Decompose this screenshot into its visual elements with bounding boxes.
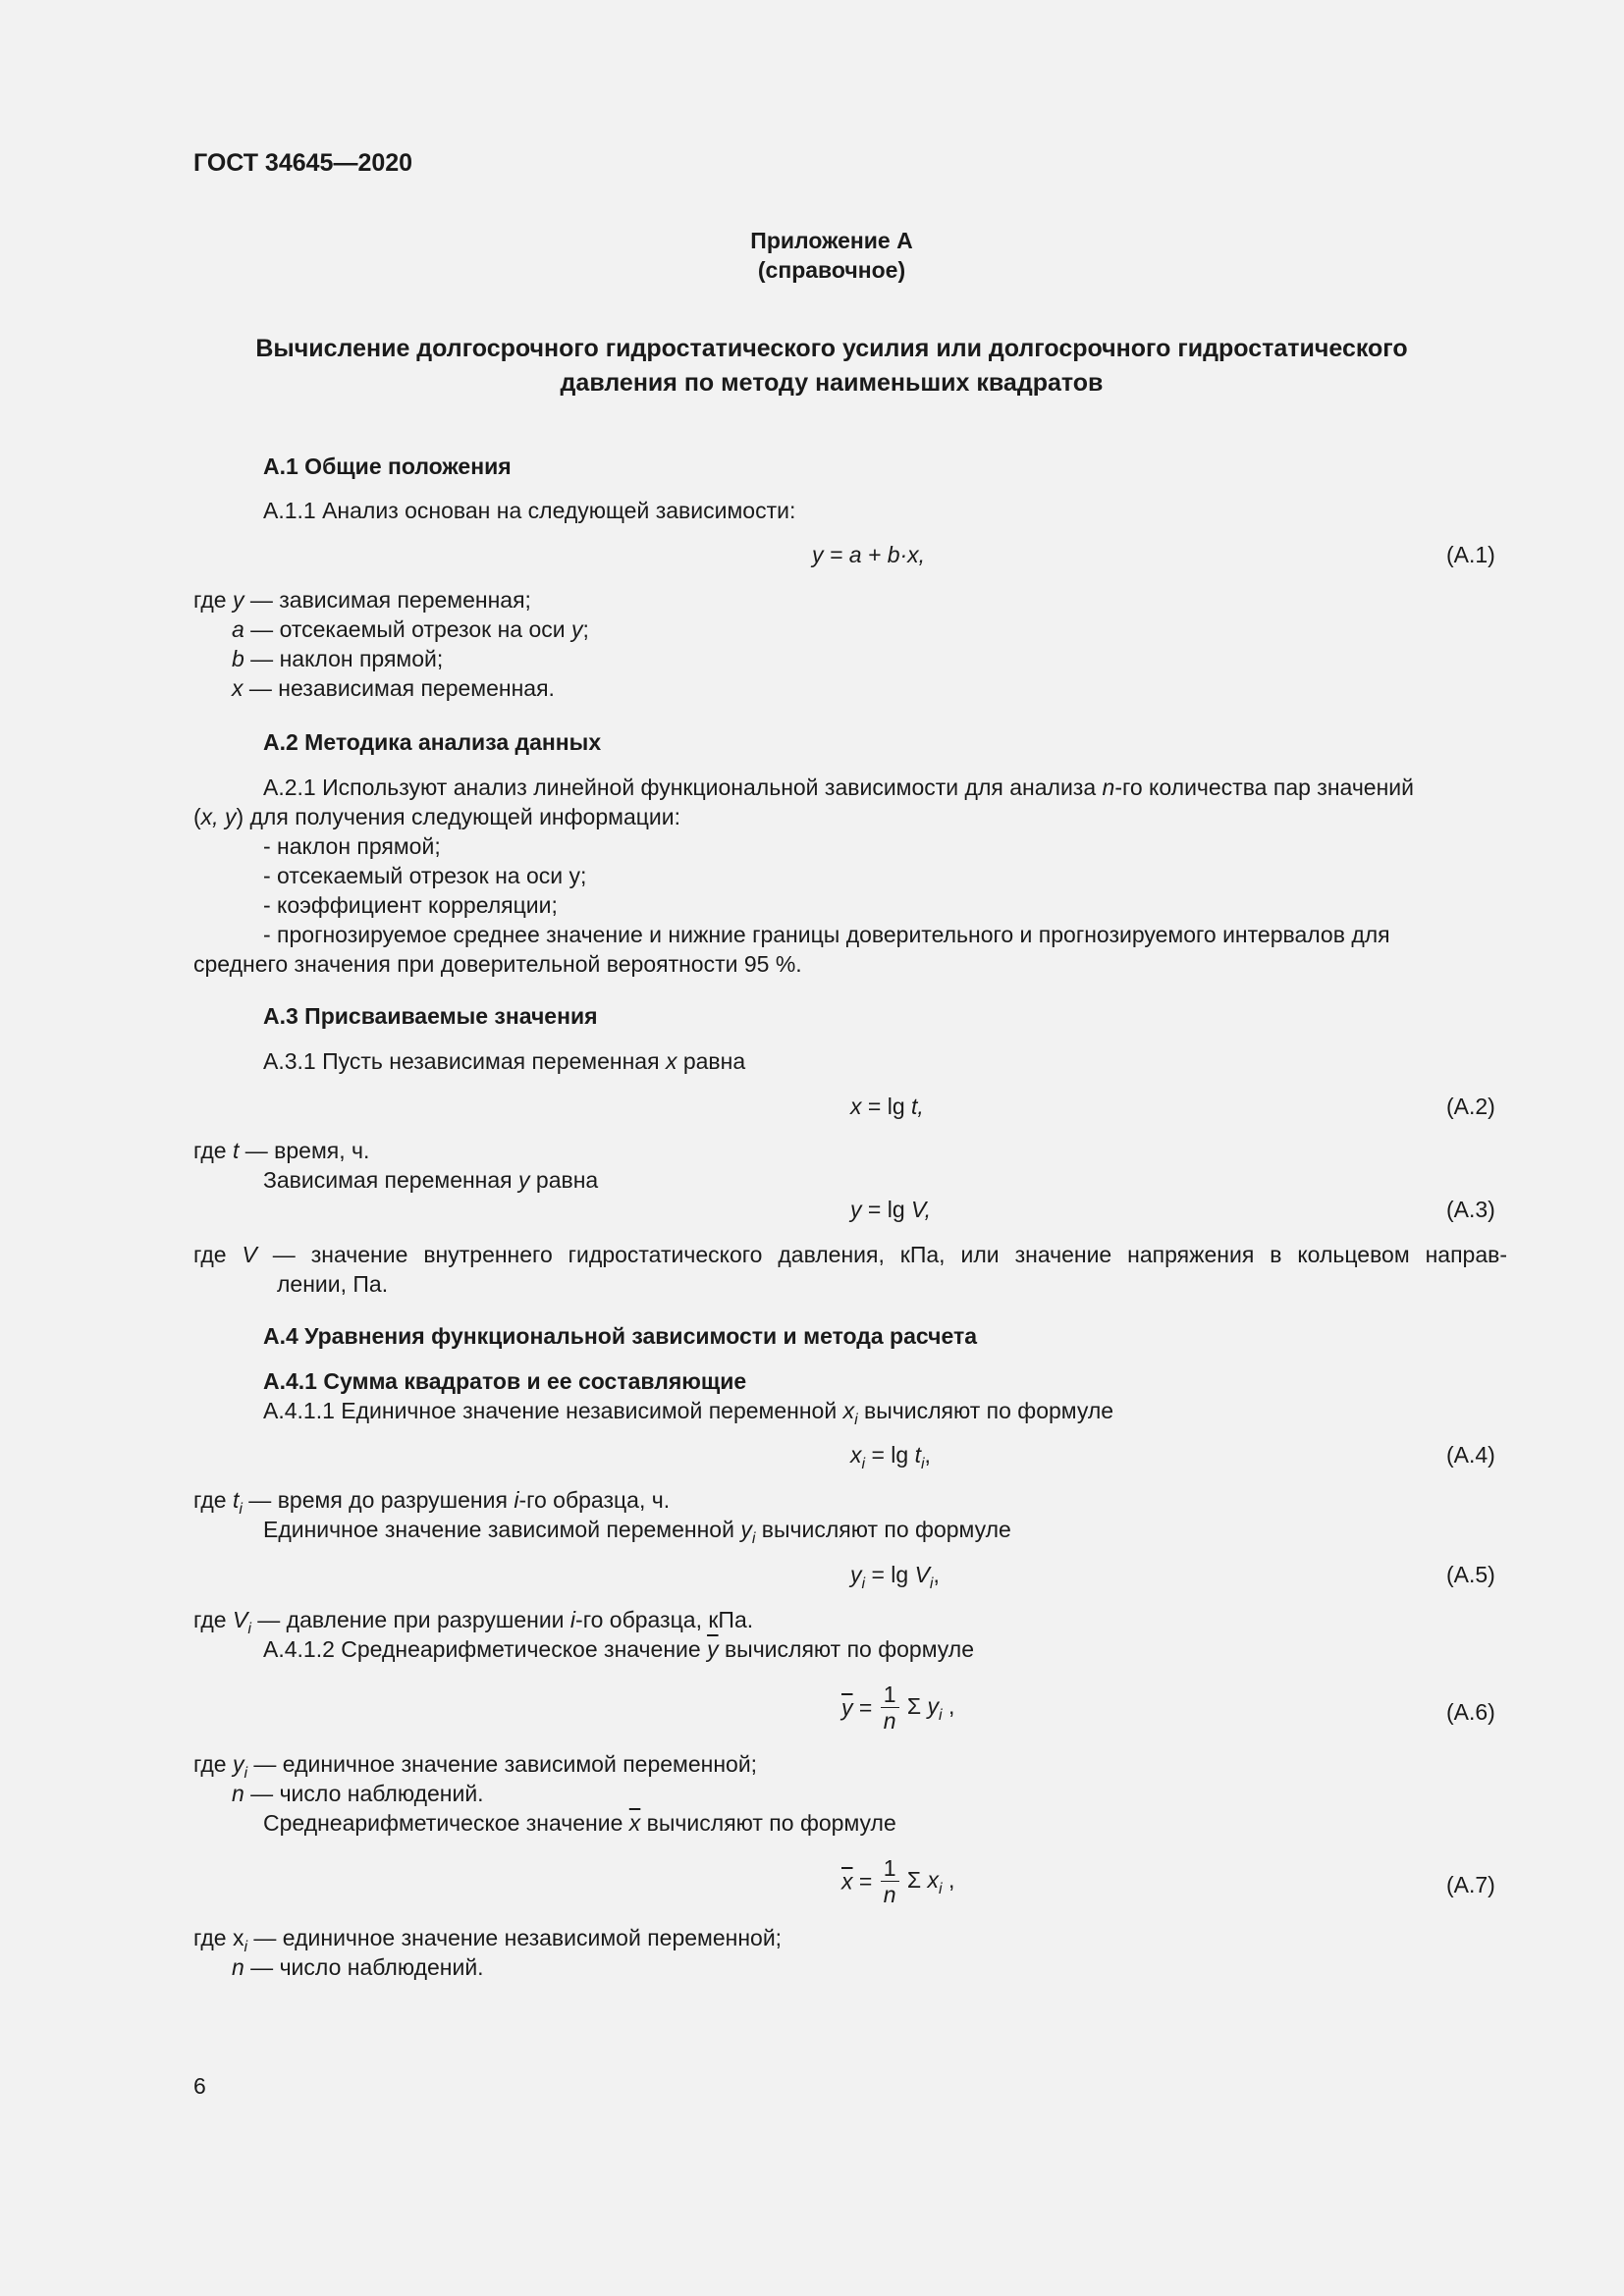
equation-a4: $x_i = \lg t_i$, bbox=[850, 1442, 931, 1472]
equation-a5: $y_i = \lg V_i$, bbox=[850, 1562, 940, 1592]
equation-a2: x = lg t, bbox=[850, 1094, 924, 1119]
section-a3-paragraph: А.3.1 Пусть независимая переменная x равна bbox=[263, 1048, 746, 1074]
where-n: n — число наблюдений. bbox=[232, 1781, 484, 1806]
where-b: b — наклон прямой; bbox=[232, 646, 444, 671]
where-a: a — отсекаемый отрезок на оси y; bbox=[232, 616, 589, 642]
where-x: x — независимая переменная. bbox=[232, 675, 555, 701]
equation-a7: $\overline{x}$ = $\frac{1}{n}$ Σ $x_i$ , bbox=[841, 1855, 955, 1907]
dependent-variable-paragraph: Зависимая переменная y равна bbox=[263, 1167, 599, 1193]
page-number: 6 bbox=[193, 2073, 206, 2099]
document-code: ГОСТ 34645—2020 bbox=[193, 149, 413, 177]
list-item: - отсекаемый отрезок на оси y; bbox=[263, 863, 587, 888]
list-item: - наклон прямой; bbox=[263, 833, 441, 859]
annex-subtitle: (справочное) bbox=[757, 257, 906, 283]
where-t: где t — время, ч. bbox=[193, 1138, 370, 1163]
where-yi: где $y_i$ — единичное значение зависимой переменной; bbox=[193, 1751, 758, 1782]
equation-a6: $\overline{y}$ = $\frac{1}{n}$ Σ $y_i$ , bbox=[841, 1682, 955, 1734]
equation-a6-number: (А.6) bbox=[1446, 1699, 1495, 1725]
annex-heading-line1: Вычисление долгосрочного гидростатического усилия или долгосрочного гидростатического bbox=[255, 335, 1408, 362]
where-n: n — число наблюдений. bbox=[232, 1954, 484, 1980]
section-a3-title: А.3 Присваиваемые значения bbox=[263, 1003, 598, 1029]
section-a1-paragraph: А.1.1 Анализ основан на следующей зависимости: bbox=[263, 498, 796, 523]
where-v-continuation: лении, Па. bbox=[277, 1271, 389, 1297]
section-a1-title: А.1 Общие положения bbox=[263, 454, 512, 479]
equation-a3: y = lg V, bbox=[850, 1197, 932, 1222]
equation-a5-number: (А.5) bbox=[1446, 1562, 1495, 1587]
equation-a4-number: (А.4) bbox=[1446, 1442, 1495, 1468]
section-a412-paragraph: А.4.1.2 Среднеарифметическое значение $\overline{y}$ вычисляют по формуле bbox=[263, 1636, 974, 1662]
equation-a2-number: (А.2) bbox=[1446, 1094, 1495, 1119]
list-item-continuation: среднего значения при доверительной вероятности 95 %. bbox=[193, 951, 802, 977]
section-a2-paragraph-line1: А.2.1 Используют анализ линейной функциональной зависимости для анализа n-го количества пар значений bbox=[263, 774, 1414, 800]
list-item: - коэффициент корреляции; bbox=[263, 892, 558, 918]
where-y: где y — зависимая переменная; bbox=[193, 587, 531, 613]
section-a411-paragraph: А.4.1.1 Единичное значение независимой переменной $x_i$ вычисляют по формуле bbox=[263, 1398, 1114, 1428]
equation-a7-number: (А.7) bbox=[1446, 1872, 1495, 1897]
dependent-unit-paragraph: Единичное значение зависимой переменной $y_i$ вычисляют по формуле bbox=[263, 1517, 1011, 1547]
mean-x-paragraph: Среднеарифметическое значение $\overline{x}$ вычисляют по формуле bbox=[263, 1810, 896, 1836]
equation-a1-number: (А.1) bbox=[1446, 542, 1495, 567]
annex-heading-line2: давления по методу наименьших квадратов bbox=[560, 369, 1104, 397]
section-a2-paragraph-line2: (x, y) для получения следующей информации: bbox=[193, 804, 681, 829]
section-a2-title: А.2 Методика анализа данных bbox=[263, 729, 602, 755]
section-a4-title: А.4 Уравнения функциональной зависимости и метода расчета bbox=[263, 1323, 977, 1349]
where-v: где V — значение внутреннего гидростатического давления, кПа, или значение напряжения в кольцевом направ- bbox=[193, 1242, 1507, 1267]
where-ti: где $t_i$ — время до разрушения i-го образца, ч. bbox=[193, 1487, 671, 1518]
section-a41-title: А.4.1 Сумма квадратов и ее составляющие bbox=[263, 1368, 747, 1394]
where-xi: где $x_i$ — единичное значение независимой переменной; bbox=[193, 1925, 783, 1955]
where-vi: где $V_i$ — давление при разрушении i-го образца, кПа. bbox=[193, 1607, 754, 1637]
annex-title: Приложение А bbox=[750, 228, 913, 253]
list-item: - прогнозируемое среднее значение и нижние границы доверительного и прогнозируемого интервалов для bbox=[263, 922, 1390, 947]
equation-a3-number: (А.3) bbox=[1446, 1197, 1495, 1222]
equation-a1: y = a + b·x, bbox=[812, 542, 926, 567]
